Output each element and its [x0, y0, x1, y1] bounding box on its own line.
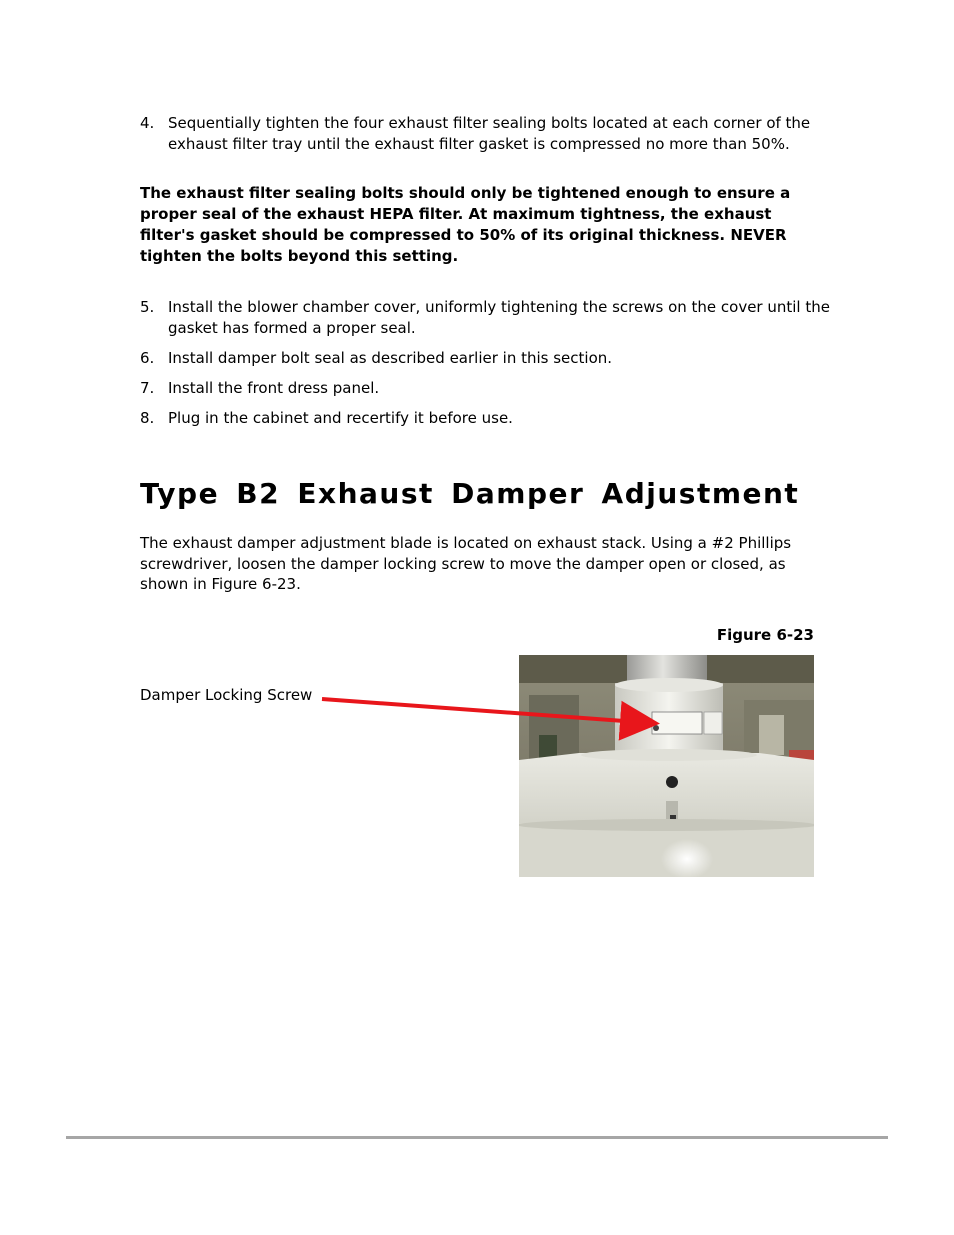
- list-item-step-7: [140, 378, 830, 399]
- step-number: 6.: [140, 349, 155, 367]
- step-number: 8.: [140, 409, 155, 427]
- warning-note: The exhaust filter sealing bolts should only be tightened enough to ensure a proper seal of the exhaust HEPA filter. At maximum tightness, the exhaust filter's gasket should be compressed to 50% of its original thickness. NEVER tighten the bolts beyond this setting.: [140, 184, 791, 265]
- step-text: Install the front dress panel.: [168, 379, 380, 397]
- list-item-step-5: [140, 297, 830, 339]
- step-number: 5.: [140, 298, 155, 316]
- step-text: Plug in the cabinet and recertify it before use.: [168, 409, 513, 427]
- list-item-step-8: [140, 408, 830, 429]
- callout-label: Damper Locking Screw: [140, 686, 313, 704]
- footer-divider: [66, 1136, 888, 1139]
- step-number: 4.: [140, 114, 155, 132]
- step-text: Install damper bolt seal as described earlier in this section.: [168, 349, 613, 367]
- section-heading: Type B2 Exhaust Damper Adjustment: [140, 477, 800, 510]
- section-paragraph: The exhaust damper adjustment blade is located on exhaust stack. Using a #2 Phillips screwdriver, loosen the damper locking screw to move the damper open or closed, as shown in Figure 6-23.: [140, 534, 792, 593]
- exhaust-stack-illustration: [519, 655, 814, 877]
- step-text: Sequentially tighten the four exhaust filter sealing bolts located at each corner of the exhaust filter tray until the exhaust filter gasket is compressed no more than 50%.: [168, 114, 811, 153]
- list-item-step-4: [140, 113, 830, 155]
- list-item-step-6: [140, 348, 830, 369]
- figure-caption: Figure 6-23: [716, 626, 814, 644]
- step-number: 7.: [140, 379, 155, 397]
- figure-photo: [519, 655, 814, 877]
- step-text: Install the blower chamber cover, uniformly tightening the screws on the cover until the gasket has formed a proper seal.: [168, 298, 830, 337]
